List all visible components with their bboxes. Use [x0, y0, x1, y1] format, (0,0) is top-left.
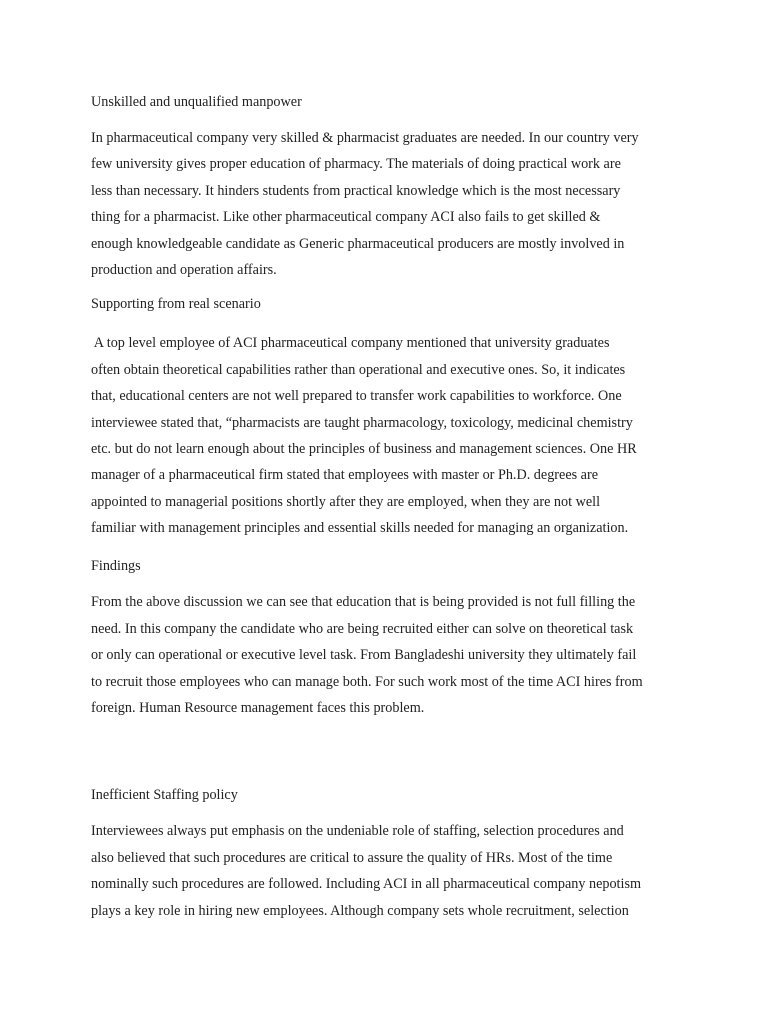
- section-heading-findings: Findings: [91, 558, 141, 575]
- text-line: In pharmaceutical company very skilled & pharmacist graduates are needed. In our country very: [91, 130, 639, 146]
- text-line: nominally such procedures are followed. Including ACI in all pharmaceutical company nepotism: [91, 876, 642, 893]
- paragraph-unskilled-manpower: [91, 125, 691, 283]
- text-line: often obtain theoretical capabilities rather than operational and executive ones. So, it indicates: [91, 361, 626, 378]
- text-line: thing for a pharmacist. Like other pharmaceutical company ACI also fails to get skilled &: [91, 209, 601, 226]
- section-heading-staffing-policy: Inefficient Staffing policy: [91, 787, 238, 804]
- text-line: interviewee stated that, “pharmacists are taught pharmacology, toxicology, medicinal chemistry: [91, 414, 633, 431]
- text-line: production and operation affairs.: [91, 261, 277, 278]
- text-line: familiar with management principles and essential skills needed for managing an organization.: [91, 520, 629, 537]
- text-line: also believed that such procedures are critical to assure the quality of HRs. Most of the time: [91, 849, 613, 866]
- text-line: few university gives proper education of pharmacy. The materials of doing practical work are: [91, 156, 621, 173]
- text-line: A top level employee of ACI pharmaceutical company mentioned that university graduates: [91, 335, 610, 352]
- paragraph-findings: [91, 589, 691, 721]
- text-line: From the above discussion we can see that education that is being provided is not full filling the: [91, 594, 636, 611]
- text-line: to recruit those employees who can manage both. For such work most of the time ACI hires from: [91, 673, 643, 690]
- text-line: Interviewees always put emphasis on the undeniable role of staffing, selection procedures and: [91, 823, 624, 840]
- paragraph-staffing-policy: [91, 818, 691, 924]
- text-line: less than necessary. It hinders students from practical knowledge which is the most necessary: [91, 182, 621, 199]
- text-line: need. In this company the candidate who are being recruited either can solve on theoretical task: [91, 620, 634, 637]
- paragraph-real-scenario: [91, 330, 691, 541]
- document-page: [91, 92, 691, 924]
- text-line: that, educational centers are not well prepared to transfer work capabilities to workforce. One: [91, 388, 622, 405]
- section-heading-real-scenario: Supporting from real scenario: [91, 296, 261, 313]
- text-line: plays a key role in hiring new employees. Although company sets whole recruitment, selection: [91, 902, 629, 919]
- text-line: manager of a pharmaceutical firm stated that employees with master or Ph.D. degrees are: [91, 467, 599, 484]
- text-line: foreign. Human Resource management faces this problem.: [91, 700, 425, 717]
- section-heading-unskilled-manpower: Unskilled and unqualified manpower: [91, 94, 302, 110]
- text-line: or only can operational or executive level task. From Bangladeshi university they ultimately fail: [91, 647, 637, 664]
- text-line: enough knowledgeable candidate as Generic pharmaceutical producers are mostly involved in: [91, 235, 625, 252]
- text-line: appointed to managerial positions shortly after they are employed, when they are not well: [91, 493, 601, 510]
- text-line: etc. but do not learn enough about the principles of business and management sciences. One HR: [91, 440, 637, 457]
